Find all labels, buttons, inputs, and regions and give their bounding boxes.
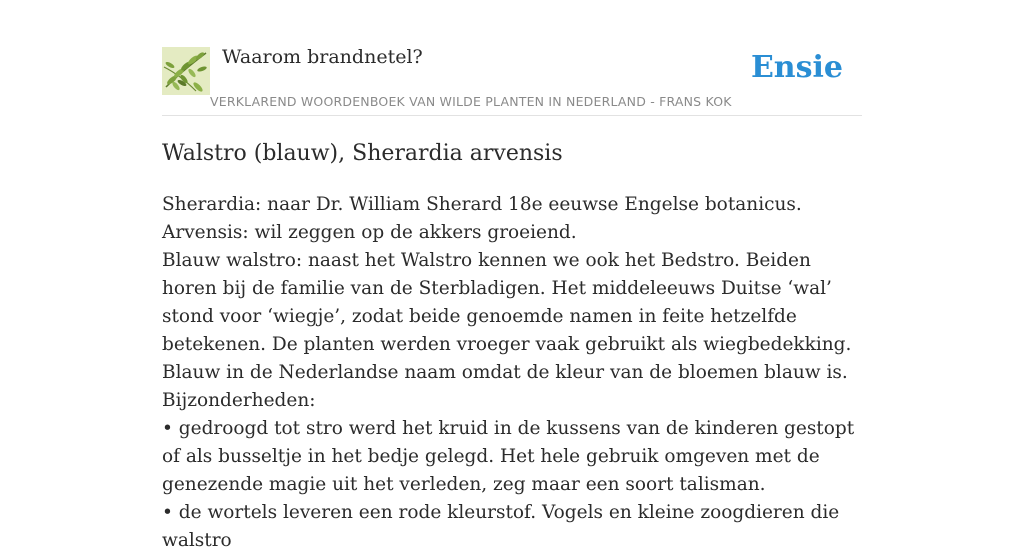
dictionary-subtitle[interactable]: VERKLAREND WOORDENBOEK VAN WILDE PLANTEN IN NEDERLAND - FRANS KOK [210, 94, 732, 109]
body-paragraph: Arvensis: wil zeggen op de akkers groeiend. [162, 222, 577, 243]
entry-title: Walstro (blauw), Sherardia arvensis [162, 141, 563, 166]
body-paragraph: Sherardia: naar Dr. William Sherard 18e eeuwse Engelse botanicus. [162, 194, 802, 215]
header [162, 44, 862, 116]
body-paragraph: Blauw walstro: naast het Walstro kennen we ook het Bedstro. Beiden horen bij de familie van de Sterbladigen. Het middeleeuws Duitse ‘wal’ stond voor ‘wiegje’, zodat beide genoemde namen in feite hetzelfde betekenen. De planten werden vroeger vaak gebruikt als wiegbedekking. Blauw in de Nederlandse naam omdat de kleur van de bloemen blauw is. [162, 250, 852, 383]
site-title[interactable]: Waarom brandnetel? [222, 46, 423, 68]
entry-body [162, 191, 862, 555]
body-paragraph: Bijzonderheden: [162, 390, 316, 411]
article [162, 138, 862, 555]
book-cover-avatar[interactable] [162, 47, 210, 95]
body-paragraph: • de wortels leveren een rode kleurstof. Vogels en kleine zoogdieren die walstro [162, 502, 840, 551]
ensie-logo[interactable]: Ensie [750, 50, 843, 85]
leaf-icon [162, 47, 210, 95]
body-paragraph: • gedroogd tot stro werd het kruid in de kussens van de kinderen gestopt of als busseltje in het bedje gelegd. Het hele gebruik omgeven met de genezende magie uit het verleden, zeg maar een soort talisman. [162, 418, 855, 495]
